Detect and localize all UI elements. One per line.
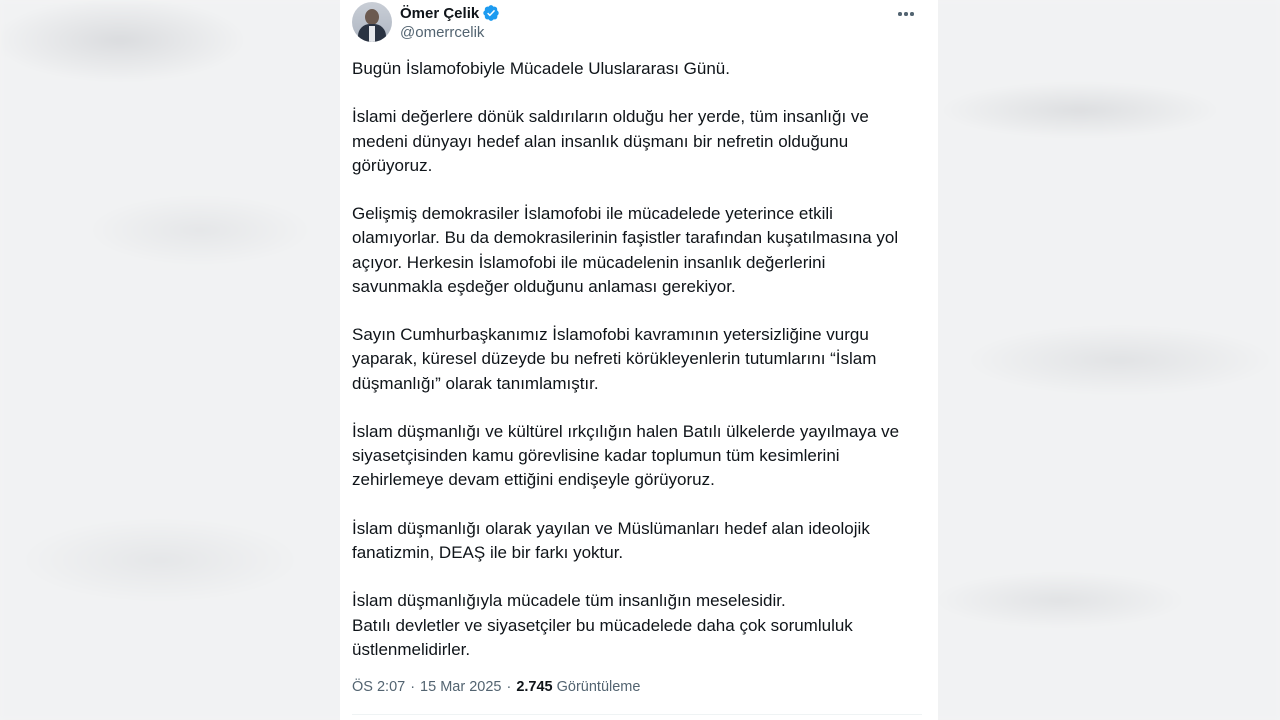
meta-separator: · bbox=[506, 679, 512, 695]
tweet-paragraph: İslam düşmanlığı ve kültürel ırkçılığın halen Batılı ülkelerde yayılmaya ve siyasetçisinden kamu görevlisine kadar toplumun tüm kesimlerini zehirlemeye devam ettiğini endişeyle görüyoruz. bbox=[352, 421, 900, 490]
tweet-paragraph: İslami değerlere dönük saldırıların olduğu her yerde, tüm insanlığı ve medeni dünyayı hedef alan insanlık düşmanı bir nefretin olduğunu görüyoruz. bbox=[352, 107, 869, 175]
tweet-meta bbox=[352, 679, 640, 695]
handle[interactable]: @omerrcelik bbox=[400, 24, 485, 41]
more-dot bbox=[898, 12, 902, 16]
tweet-paragraph: Bugün İslamofobiyle Mücadele Uluslararası Günü. bbox=[352, 59, 730, 78]
name-row[interactable] bbox=[400, 3, 500, 23]
avatar[interactable] bbox=[352, 2, 392, 42]
tweet-text bbox=[352, 57, 928, 662]
meta-separator: · bbox=[410, 679, 416, 695]
tweet-date[interactable]: 15 Mar 2025 bbox=[420, 679, 502, 695]
views-label: Görüntüleme bbox=[556, 679, 641, 695]
tweet-paragraph: İslam düşmanlığıyla mücadele tüm insanlığın meselesidir. Batılı devletler ve siyasetçiler bu mücadelede daha çok sorumluluk üstlenmelidirler. bbox=[352, 591, 853, 659]
tweet-header bbox=[352, 2, 926, 46]
verified-badge-icon bbox=[482, 4, 500, 22]
avatar-head bbox=[365, 9, 379, 25]
avatar-shirt bbox=[369, 26, 375, 42]
more-horizontal-icon[interactable] bbox=[892, 4, 920, 24]
display-name[interactable]: Ömer Çelik bbox=[400, 4, 480, 22]
divider bbox=[352, 714, 922, 715]
tweet-time[interactable]: ÖS 2:07 bbox=[352, 679, 406, 695]
tweet-paragraph: Gelişmiş demokrasiler İslamofobi ile mücadelede yeterince etkili olamıyorlar. Bu da demokrasilerinin faşistler tarafından kuşatılmasına yol açıyor. Herkesin İslamofobi ile mücadelenin insanlık değerlerini savunmakla eşdeğer olduğunu anlaması gerekiyor. bbox=[352, 204, 899, 296]
tweet-paragraph: Sayın Cumhurbaşkanımız İslamofobi kavramının yetersizliğine vurgu yaparak, küresel düzeyde bu nefreti körükleyenlerin tutumlarını “İslam düşmanlığı” olarak tanımlamıştır. bbox=[352, 325, 877, 393]
more-dot bbox=[904, 12, 908, 16]
more-dot bbox=[910, 12, 914, 16]
tweet-paragraph: İslam düşmanlığı olarak yayılan ve Müslümanları hedef alan ideolojik fanatizmin, DEAŞ ile bir farkı yoktur. bbox=[352, 518, 870, 562]
tweet-card bbox=[340, 0, 938, 720]
views-count: 2.745 bbox=[516, 679, 553, 695]
